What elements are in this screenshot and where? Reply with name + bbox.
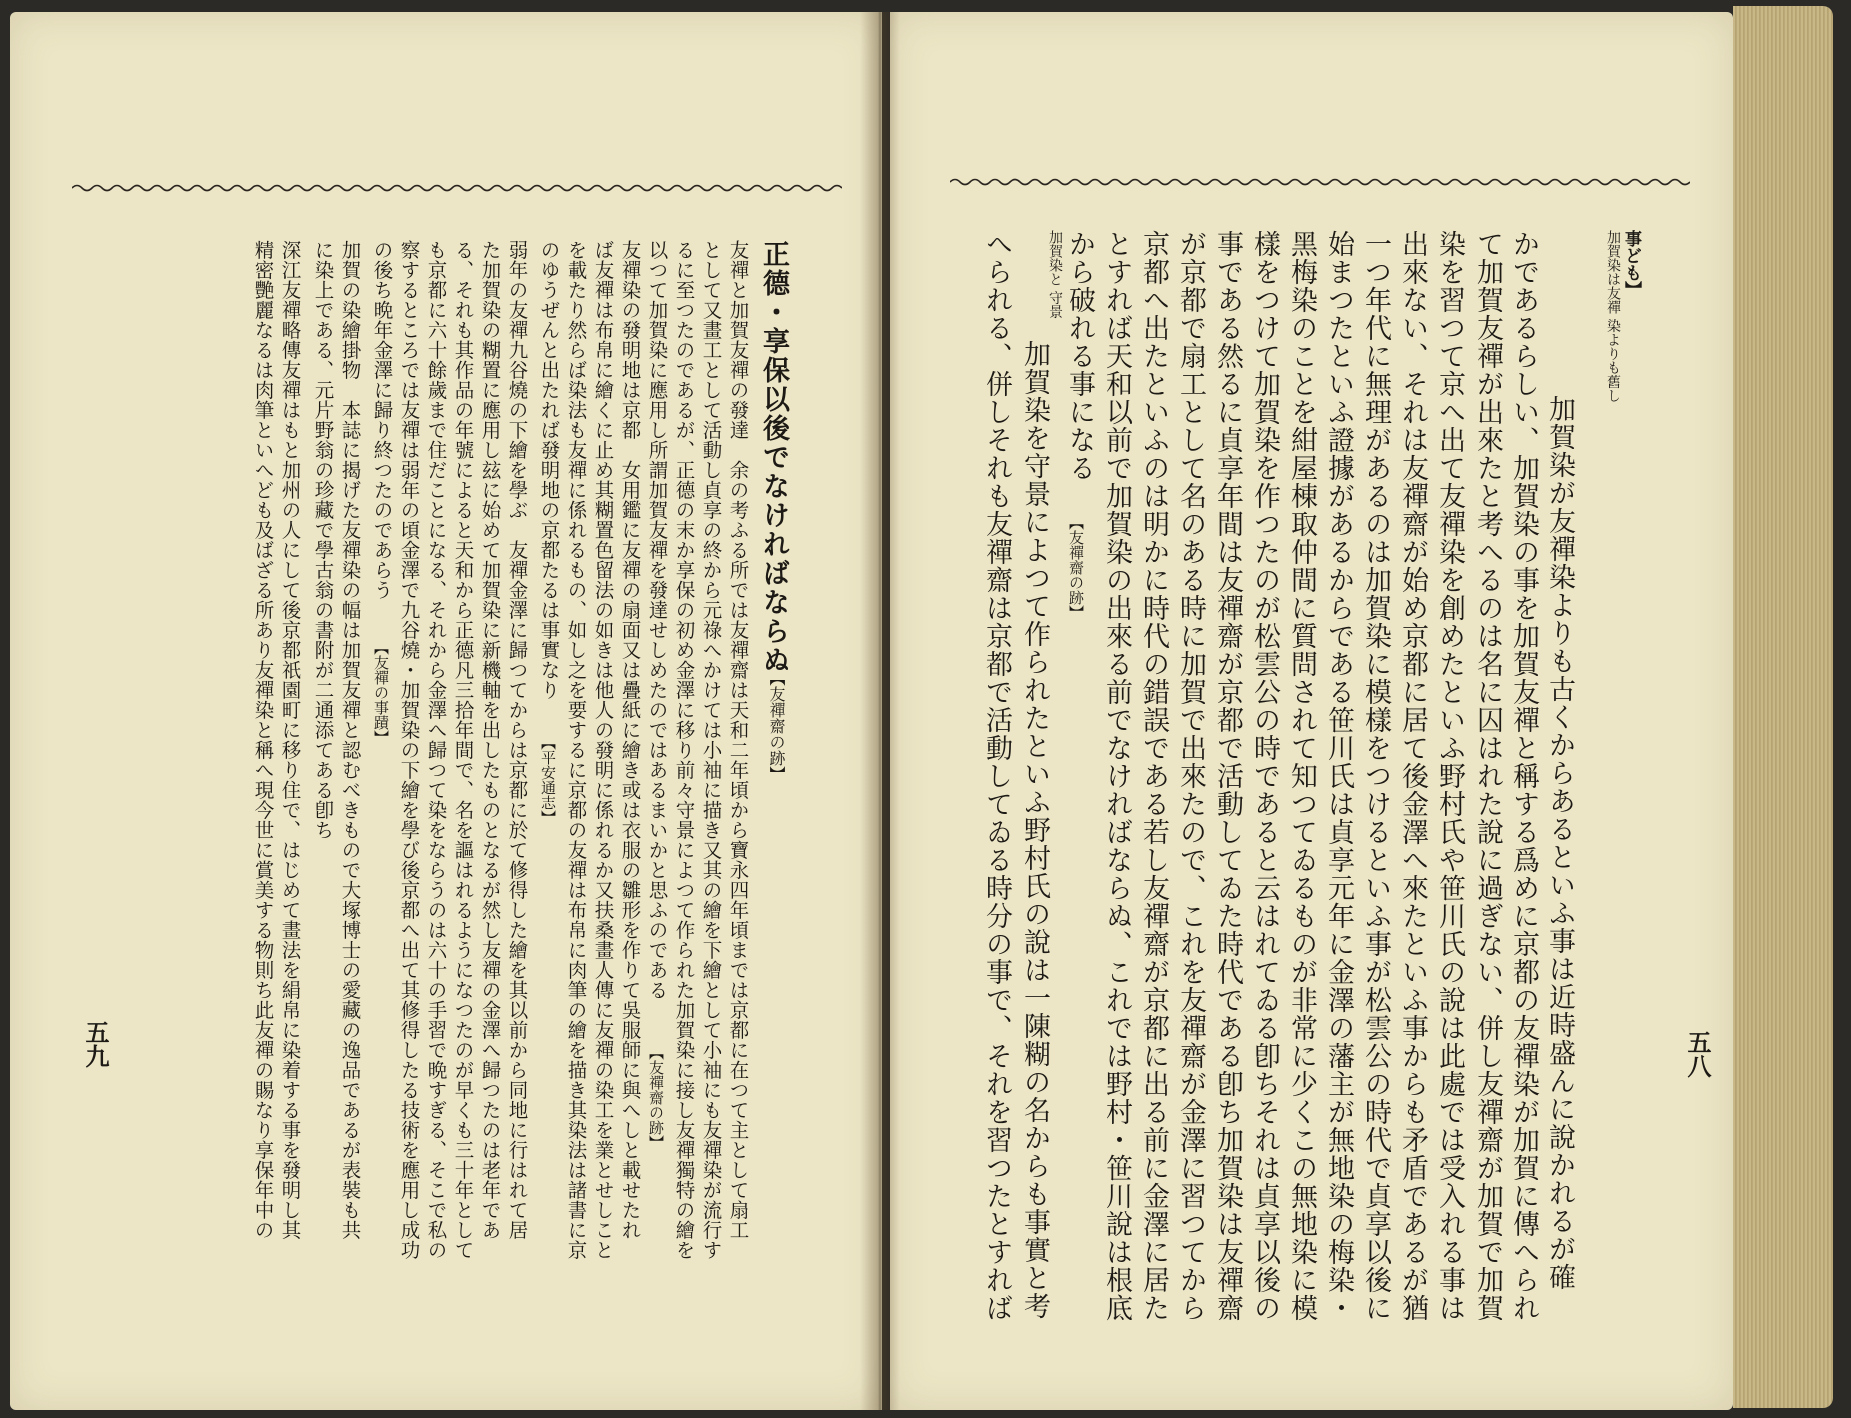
left-col-5: ば友禪は布帛に繪くに止め其糊置色留法の如きは他人の發明に係れるか又扶桑畫人傳に友禪の染工を業とせしこと <box>591 240 615 1260</box>
right-col-8: 始まつたといふ證據があるからである笹川氏は貞享元年に金澤の藩主が無地染の梅染・ <box>1323 230 1354 1322</box>
right-col-2: 加賀染が友禪染よりも古くからあるといふ事は近時盛んに說かれるが確 <box>1544 395 1575 1291</box>
left-note-13: 【友禪の事蹟】 <box>372 640 390 745</box>
left-col-6: を載たり然らば染法も友禪に係れるもの、如し之を要するに京都の友禪は布帛に肉筆の繪を描き其染法は諸書に京 <box>564 240 588 1260</box>
left-heading: 正德・享保以後でなければならぬ <box>758 240 789 675</box>
right-col-7: 一つ年代に無理があるのは加賀染に模樣をつけるといふ事が松雲公の時代で貞享以後に <box>1360 230 1391 1322</box>
right-col-16: 加賀染と 守景 <box>1047 230 1063 319</box>
right-col-12: が京都で扇工として名のある時に加賀で出來たので、これを友禪齋が金澤に習つてから <box>1175 230 1206 1322</box>
right-col-5: 染を習つて京へ出て友禪染を創めたといふ野村氏や笹川氏の說は此處では受入れる事は <box>1434 230 1465 1322</box>
right-col-15: から破れる事になる <box>1064 230 1095 482</box>
left-col-8: 弱年の友禪九谷燒の下繪を學ぶ 友禪金澤に歸つてからは京都に於て修得した繪を其以前から同地に行はれて居 <box>505 240 529 1240</box>
left-heading-note: 【友禪齋の跡】 <box>767 670 786 782</box>
right-col-9: 黑梅染のことを紺屋棟取仲間に質問されて知つてゐるものが非常に少くこの無地染に模 <box>1286 230 1317 1322</box>
page-edges <box>1733 6 1833 1408</box>
right-col-13: 京都へ出たといふのは明かに時代の錯誤である若し友禪齋が京都に出る前に金澤に居た <box>1138 230 1169 1322</box>
right-col-15-note: 【友禪齋の跡】 <box>1067 515 1085 620</box>
right-wavy-rule <box>950 176 1690 188</box>
right-page-number: 五八 <box>1683 1030 1712 1078</box>
left-col-1: として又畫工として活動し貞享の終から元祿へかけては小袖に描き又其の繪を下繪として小袖にも友禪染が流行す <box>699 240 723 1260</box>
right-col-18: へられる、併しそれも友禪齋は京都で活動してゐる時分の事で、それを習つたとすれば <box>981 230 1012 1322</box>
right-col-4: て加賀友禪が出來たと考へるのは名に囚はれた說に過ぎない、併し友禪齋が加賀で加賀 <box>1472 230 1503 1322</box>
left-col-3: 以つて加賀染に應用し所謂加賀友禪を發達せしめたのではあるまいかと思ふのである <box>645 240 669 1000</box>
left-col-13: の後ち晩年金澤に歸り終つたのであらう <box>370 240 394 600</box>
left-col-16: 深江友禪略傳友禪はもと加州の人にして後京都祇園町に移り住で、はじめて畫法を絹帛に染着する事を發明し其 <box>278 240 302 1240</box>
left-col-10: る、それも其作品の年號によると天和から正德凡三拾年間で、名を謳はれるようになつたのが早くも三十年として <box>451 240 475 1260</box>
right-col-0: 事ども】 <box>1621 230 1641 298</box>
right-col-17: 加賀染を守景によつて作られたといふ野村氏の說は一陳糊の名からも事實と考 <box>1019 340 1050 1320</box>
right-col-3: かであるらしい、加賀染の事を加賀友禪と稱する爲めに京都の友禪染が加賀に傳へられ <box>1508 230 1539 1322</box>
left-note-7: 【平安通志】 <box>539 735 557 825</box>
left-col-15: に染上である、元片野翁の珍藏で學古翁の書附が二通添てある卽ち <box>311 240 335 840</box>
left-col-9: た加賀染の糊置に應用し玆に始めて加賀染に新機軸を出したものとなるが然し友禪の金澤へ歸つたのは老年であ <box>478 240 502 1240</box>
right-col-11: 事である然るに貞享年間は友禪齋が京都で活動してゐた時代である卽ち加賀染は友禪齋 <box>1212 230 1243 1322</box>
left-col-0: 友禪と加賀友禪の發達 余の考ふる所では友禪齋は天和二年頃から寶永四年頃までは京都に在つて主として扇工 <box>726 240 750 1240</box>
right-col-10: 樣をつけて加賀染を作つたのが松雲公の時であると云はれてゐる卽ちそれは貞享以後の <box>1249 230 1280 1322</box>
left-note-3: 【友禪齋の跡】 <box>647 1045 665 1150</box>
right-col-1: 加賀染は友禪 染よりも舊し <box>1605 230 1621 403</box>
left-col-14: 加賀の染繪掛物 本誌に揭げた友禪染の幅は加賀友禪と認むべきもので大塚博士の愛藏の逸品であるが表裝も共 <box>338 240 362 1240</box>
book-gutter <box>860 12 900 1410</box>
left-wavy-rule <box>72 182 842 194</box>
left-col-2: るに至つたのであるが、正德の末か享保の初め金澤に移り前々守景によつて作られた加賀染に接し友禪獨特の繪を <box>672 240 696 1260</box>
left-col-4: 友禪染の發明地は京都 女用鑑に友禪の扇面又は疊紙に繪き或は衣服の雛形を作りて吳服師に與へしと載せたれ <box>618 240 642 1240</box>
right-col-6: 出來ない、それは友禪齋が始め京都に居て後金澤へ來たといふ事からも矛盾であるが猶 <box>1397 230 1428 1322</box>
left-page-number: 五九 <box>81 1020 110 1068</box>
left-col-17: 精密艷麗なるは肉筆といへども及ばざる所あり友禪染と稱へ現今世に賞美する物則ち此友禪の賜なり享保年中の <box>251 240 275 1240</box>
left-col-11: も京都に六十餘歲まで住だことになる、それから金澤へ歸つて染をならうのは六十の手習で晩すぎる、そこで私の <box>424 240 448 1260</box>
left-col-7: のゆうぜんと出たれば發明地の京都たるは事實なり <box>537 240 561 700</box>
left-col-12: 察するところでは友禪は弱年の頃金澤で九谷燒・加賀染の下繪を學び後京都へ出て其修得したる技術を應用し成功 <box>397 240 421 1260</box>
right-col-14: とすれば天和以前で加賀染の出來る前でなければならぬ、これでは野村・笹川說は根底 <box>1101 230 1132 1322</box>
